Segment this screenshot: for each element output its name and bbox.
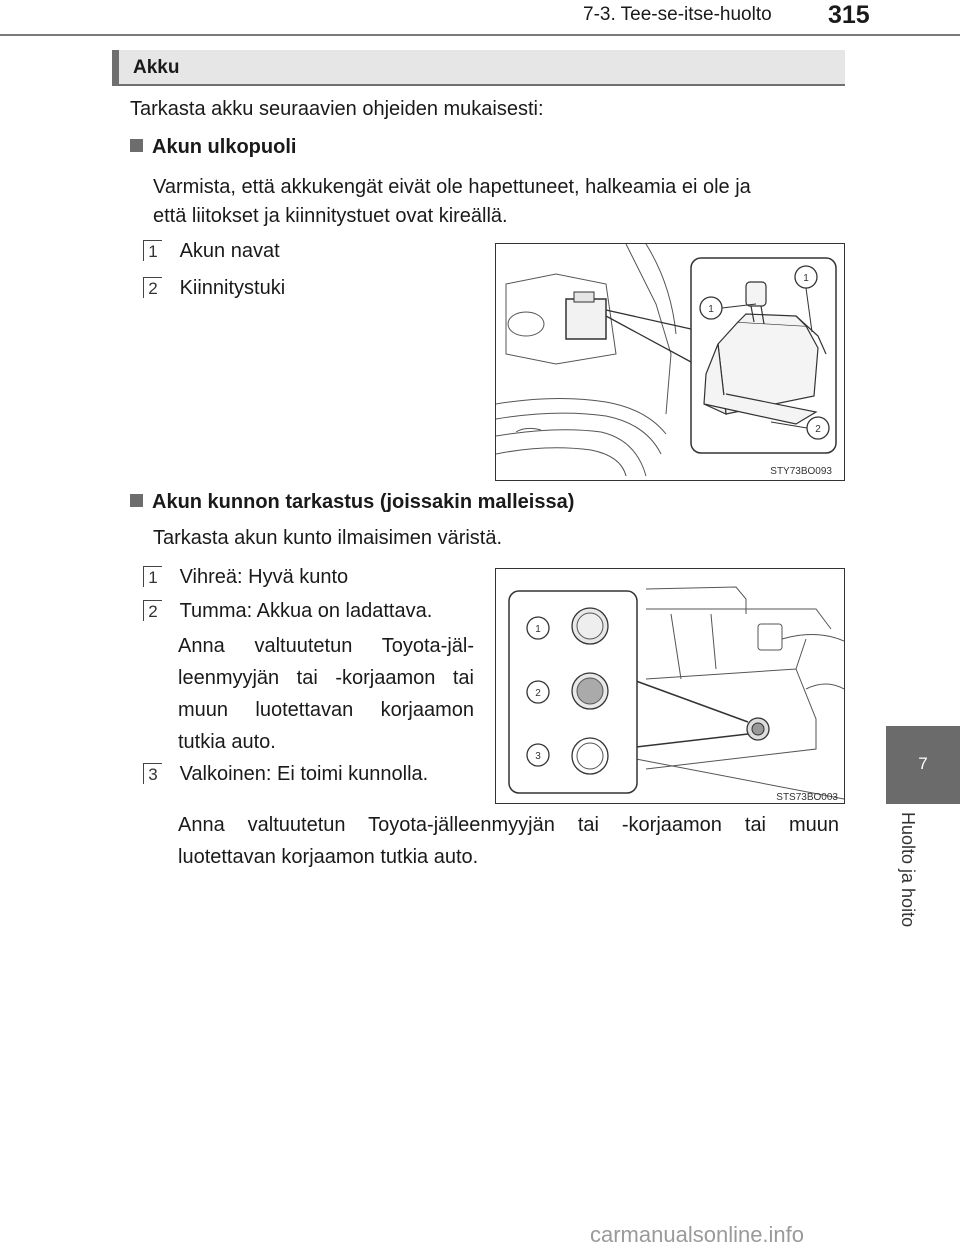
note-line: luotettavan korjaamon tutkia auto. (178, 846, 479, 868)
subheading-kunto-label: Akun kunnon tarkastus (joissakin malleissa) (152, 491, 575, 513)
item-number: 3 (143, 763, 162, 784)
kunto-text: Tarkasta akun kunto ilmaisimen väristä. (153, 527, 503, 549)
item-label: Akun navat (179, 240, 280, 262)
item-number: 2 (143, 277, 162, 298)
chapter-tab-label: Huolto ja hoito (898, 812, 918, 928)
subheading-ulkopuoli-label: Akun ulkopuoli (152, 136, 297, 158)
item-label: Vihreä: Hyvä kunto (179, 566, 349, 588)
list-item (143, 272, 285, 304)
note-line: muun luotettavan korjaamon (178, 699, 474, 721)
ulkopuoli-text-2: että liitokset ja kiinnitystuet ovat kireällä. (153, 205, 508, 227)
intro-text: Tarkasta akku seuraavien ohjeiden mukaisesti: (130, 98, 544, 120)
chapter-tab-label-box (886, 812, 926, 972)
subheading-ulkopuoli (130, 131, 296, 163)
callout-2: 2 (815, 424, 821, 435)
note-line: leenmyyjän tai -korjaamon tai (178, 667, 474, 689)
list-item (143, 235, 280, 267)
callout-2: 2 (535, 688, 541, 699)
section-title: Akku (133, 57, 180, 78)
item-number: 1 (143, 240, 162, 261)
callout-3: 3 (535, 751, 541, 762)
note-line: tutkia auto. (178, 731, 276, 753)
final-note (178, 809, 839, 873)
list-item (143, 595, 432, 627)
indicator-illustration (496, 569, 844, 803)
chapter-tab (886, 726, 960, 804)
chapter-tab-number: 7 (918, 754, 928, 773)
list-item (143, 561, 348, 593)
figure-code: STS73BO003 (776, 792, 838, 803)
callout-1: 1 (535, 624, 541, 635)
battery-illustration (496, 244, 844, 480)
indicator-figure (495, 568, 845, 804)
battery-figure (495, 243, 845, 481)
item-label: Kiinnitystuki (179, 277, 286, 299)
item-label: Valkoinen: Ei toimi kunnolla. (179, 763, 429, 785)
section-title-box (112, 50, 845, 86)
square-bullet-icon (130, 139, 143, 152)
note-line: Anna valtuutetun Toyota-jäl- (178, 635, 474, 657)
chapter-heading: 7-3. Tee-se-itse-huolto (583, 4, 772, 25)
watermark: carmanualsonline.info (590, 1222, 805, 1247)
item2-note (178, 630, 474, 758)
item-number: 2 (143, 600, 162, 621)
note-line: Anna valtuutetun Toyota-jälleenmyyjän tai -korjaamon tai muun (178, 814, 839, 836)
item-label: Tumma: Akkua on ladattava. (179, 600, 433, 622)
subheading-kunto (130, 486, 574, 518)
list-item (143, 758, 428, 790)
page-number: 315 (828, 1, 870, 29)
item-number: 1 (143, 566, 162, 587)
callout-1a: 1 (803, 273, 809, 284)
callout-1b: 1 (708, 304, 714, 315)
ulkopuoli-text-1: Varmista, että akkukengät eivät ole hapettuneet, halkeamia ei ole ja (153, 176, 751, 198)
square-bullet-icon (130, 494, 143, 507)
figure-code: STY73BO093 (770, 466, 832, 477)
header-rule (0, 34, 960, 36)
